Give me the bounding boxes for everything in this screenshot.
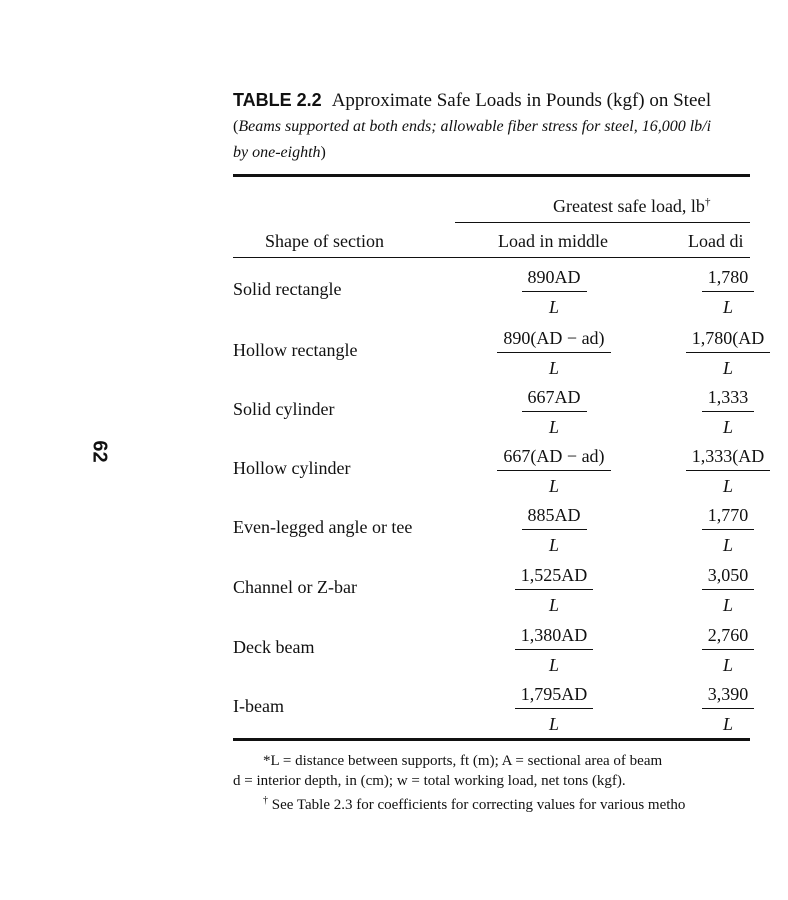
row-shape: Even-legged angle or tee	[233, 517, 413, 537]
row-shape: Hollow rectangle	[233, 340, 358, 360]
header-rule	[233, 257, 750, 258]
row-shape: Solid cylinder	[233, 399, 335, 419]
table-title: Approximate Safe Loads in Pounds (kgf) on Steel	[331, 90, 712, 111]
row-shape: Deck beam	[233, 637, 315, 657]
paren-close: )	[320, 144, 326, 161]
group-rule	[455, 222, 750, 223]
dagger-mark: †	[704, 196, 711, 208]
table-subtitle-line1: Beams supported at both ends; allowable fiber stress for steel, 16,000 lb/i	[238, 118, 712, 135]
page-number: 62	[88, 440, 111, 463]
top-rule	[233, 174, 750, 177]
distributed-formula: $\frac{3,390}{L}$	[668, 683, 788, 735]
middle-formula: $\frac{667(AD - ad)}{L}$	[484, 445, 624, 497]
row-shape: Solid rectangle	[233, 279, 342, 299]
header-group-label: Greatest safe load, lb	[553, 196, 705, 216]
row-shape: I-beam	[233, 696, 284, 716]
paren-open: (	[233, 118, 239, 135]
header-load-distributed: Load di	[688, 231, 744, 251]
footnote-1-line2: d = interior depth, in (cm); w = total working load, net tons (kgf).	[233, 773, 626, 789]
header-group	[553, 196, 710, 217]
middle-formula: $\frac{1,380AD}{L}$	[484, 624, 624, 676]
dagger-mark: †	[263, 795, 268, 806]
table-label: TABLE 2.2	[233, 90, 322, 110]
middle-formula: $\frac{667AD}{L}$	[484, 386, 624, 438]
row-shape: Hollow cylinder	[233, 458, 351, 478]
middle-formula: $\frac{890AD}{L}$	[484, 266, 624, 318]
header-shape: Shape of section	[265, 231, 384, 251]
distributed-formula: $\frac{1,333}{L}$	[668, 386, 788, 438]
middle-formula: $\frac{1,795AD}{L}$	[484, 683, 624, 735]
distributed-formula: $\frac{1,770}{L}$	[668, 504, 788, 556]
distributed-formula: $\frac{1,780}{L}$	[668, 266, 788, 318]
table-subtitle-line2: by one-eighth	[233, 144, 321, 161]
footnote-1-line1: *L = distance between supports, ft (m); A = sectional area of beam	[263, 753, 663, 769]
footnote-2	[263, 791, 685, 815]
middle-formula: $\frac{885AD}{L}$	[484, 504, 624, 556]
middle-formula: $\frac{1,525AD}{L}$	[484, 564, 624, 616]
footnote-2-text: See Table 2.3 for coefficients for correcting values for various metho	[268, 797, 686, 813]
distributed-formula: $\frac{1,780(AD}{L}$	[668, 327, 788, 379]
distributed-formula: $\frac{3,050}{L}$	[668, 564, 788, 616]
header-load-middle: Load in middle	[498, 231, 608, 251]
distributed-formula: $\frac{2,760}{L}$	[668, 624, 788, 676]
bottom-rule	[233, 738, 750, 741]
table-caption	[233, 88, 711, 165]
row-shape: Channel or Z-bar	[233, 577, 357, 597]
middle-formula: $\frac{890(AD - ad)}{L}$	[484, 327, 624, 379]
distributed-formula: $\frac{1,333(AD}{L}$	[668, 445, 788, 497]
